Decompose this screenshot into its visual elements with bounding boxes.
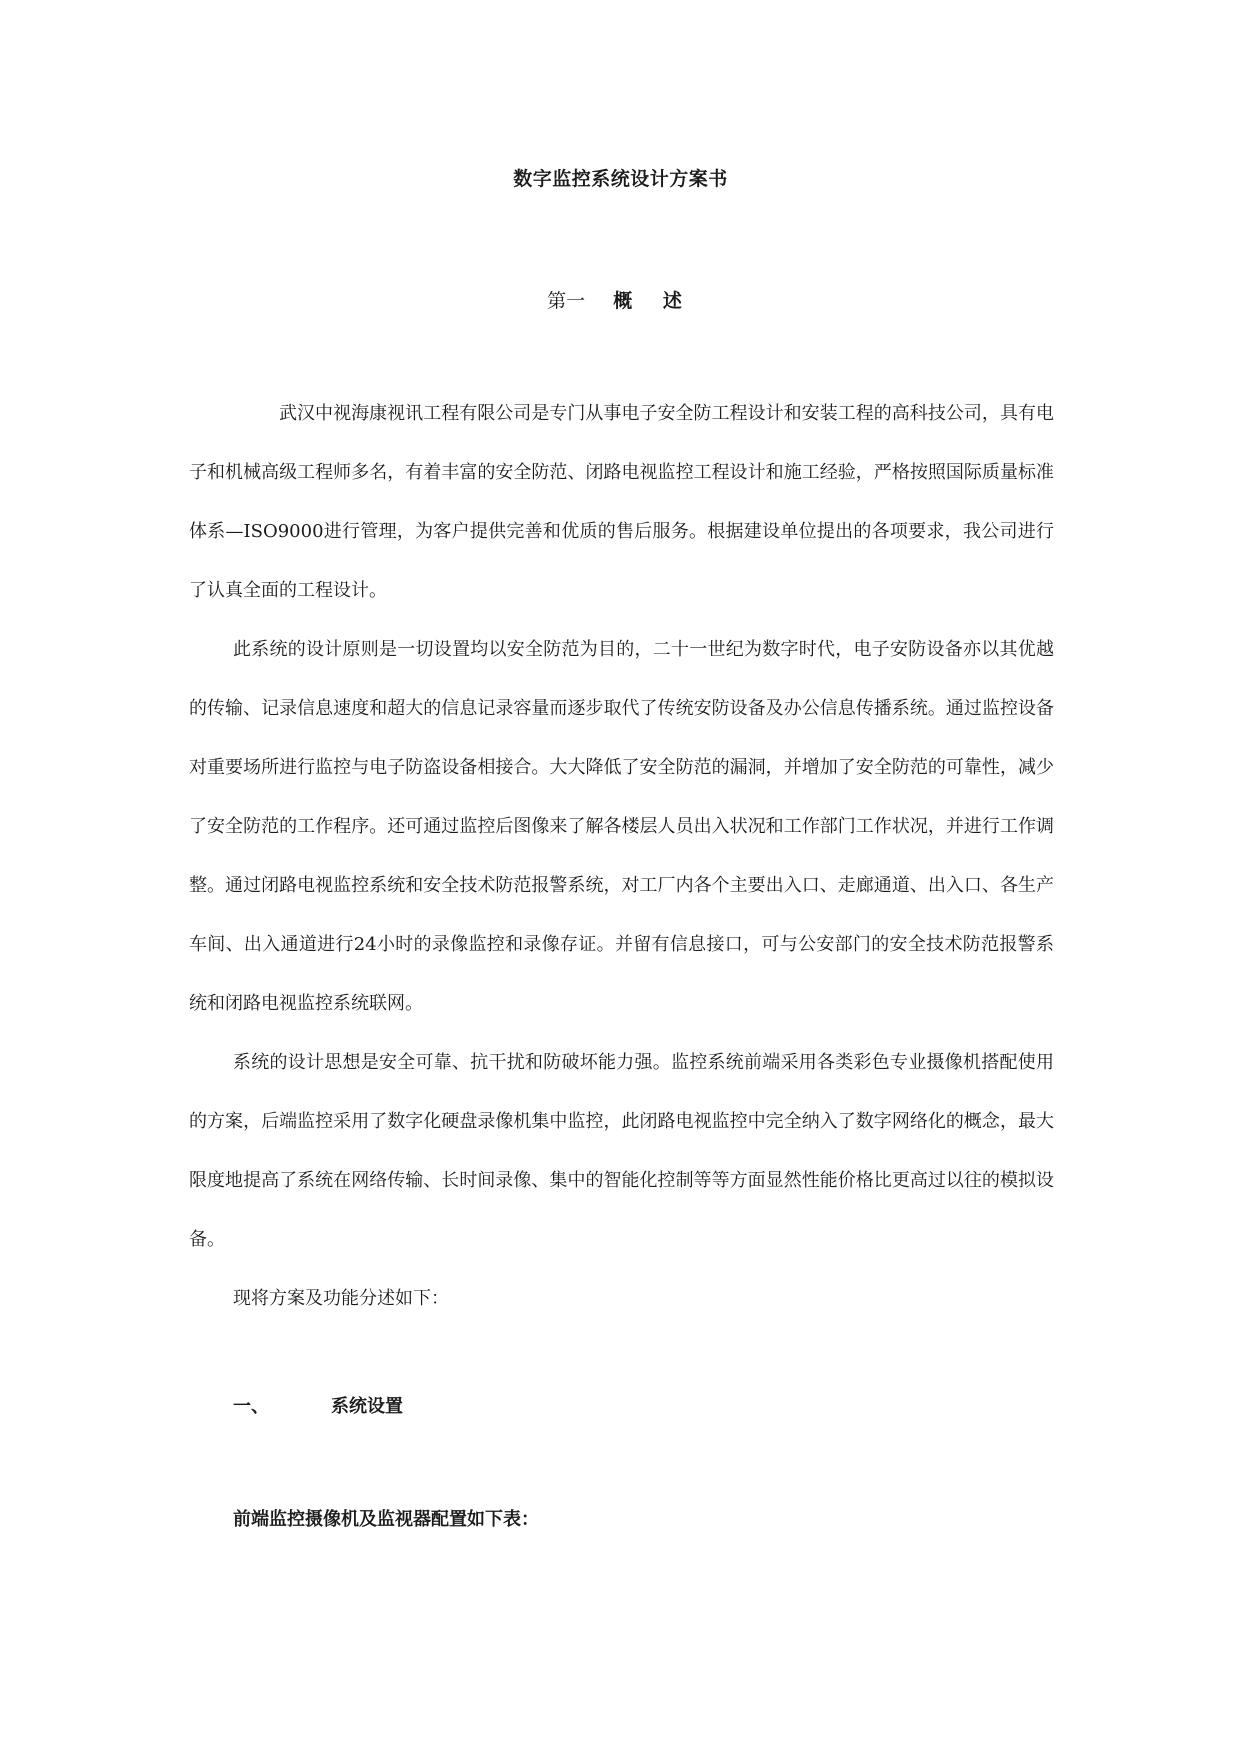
paragraph-design-idea: 系统的设计思想是安全可靠、抗干扰和防破坏能力强。监控系统前端采用各类彩色专业摄像机搭配使用的方案，后端监控采用了数字化硬盘录像机集中监控，此闭路电视监控中完全纳入了数字网络化的概念，最大限度地提高了系统在网络传输、长时间录像、集中的智能化控制等等方面显然性能价格比更高过以往的模拟设备。 <box>189 1052 1054 1250</box>
chapter-number: 第一 <box>547 290 586 312</box>
chapter-heading <box>0 286 1241 313</box>
paragraph-design-principle: 此系统的设计原则是一切设置均以安全防范为目的，二十一世纪为数字时代，电子安防设备亦以其优越的传输、记录信息速度和超大的信息记录容量而逐步取代了传统安防设备及办公信息传播系统。通过监控设备对重要场所进行监控与电子防盗设备相接合。大大降低了安全防范的漏洞，并增加了安全防范的可靠性，减少了安全防范的工作程序。还可通过监控后图像来了解各楼层人员出入状况和工作部门工作状况，并进行工作调整。通过闭路电视监控系统和安全技术防范报警系统，对工厂内各个主要出入口、走廊通道、出入口、各生产车间、出入通道进行24小时的录像监控和录像存证。并留有信息接口，可与公安部门的安全技术防范报警系统和闭路电视监控系统联网。 <box>189 639 1054 1014</box>
subsection-heading: 前端监控摄像机及监视器配置如下表： <box>233 1509 539 1530</box>
document-title: 数字监控系统设计方案书 <box>513 168 728 190</box>
paragraph-company-intro: 武汉中视海康视讯工程有限公司是专门从事电子安全防工程设计和安装工程的高科技公司，具有电子和机械高级工程师多名，有着丰富的安全防范、闭路电视监控工程设计和施工经验，严格按照国际质量标准体系—ISO9000进行管理，为客户提供完善和优质的售后服务。根据建设单位提出的各项要求，我公司进行了认真全面的工程设计。 <box>189 403 1054 601</box>
chapter-name: 概 述 <box>613 290 694 312</box>
section-heading <box>233 1392 403 1418</box>
section-name: 系统设置 <box>331 1396 403 1417</box>
paragraph-intro-list: 现将方案及功能分述如下： <box>233 1288 449 1309</box>
section-number: 一、 <box>233 1396 269 1417</box>
